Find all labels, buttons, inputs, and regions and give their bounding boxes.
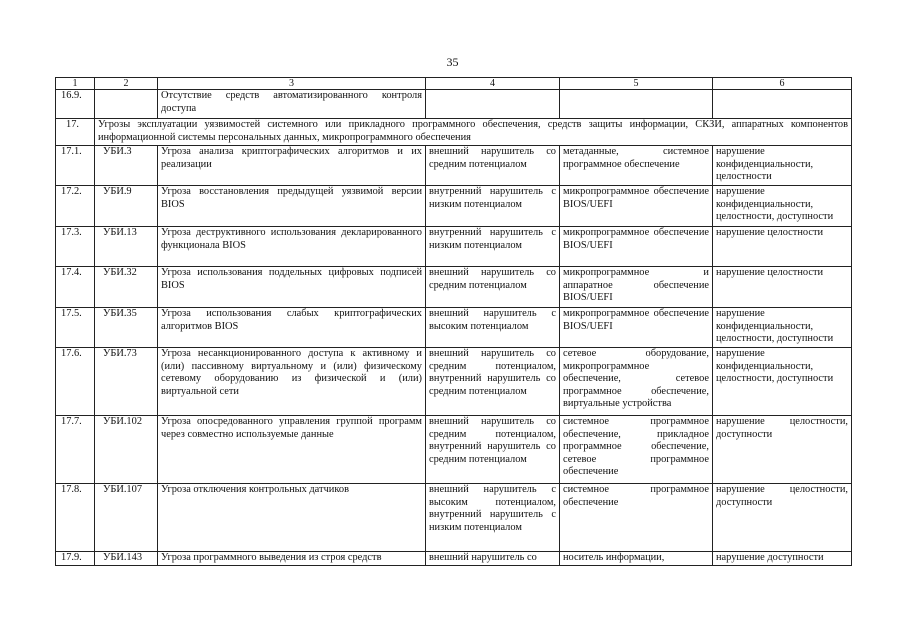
violator-type: внешний нарушитель с высоким потенциалом, внутренний нарушитель с низким потенциалом [426,484,560,552]
violator-type [426,90,560,119]
threats-table [55,77,852,566]
table-row [56,416,852,484]
threat-name: Угроза деструктивного использования декларированного функционала BIOS [158,227,426,267]
table-row [56,484,852,552]
column-number: 2 [95,78,158,90]
threat-code: УБИ.107 [95,484,158,552]
impact-object [560,90,713,119]
column-number: 4 [426,78,560,90]
violator-type: внешний нарушитель со средним потенциалом [426,146,560,186]
impact-object: системное программное обеспечение, прикладное программное обеспечение, сетевое программное обеспечение [560,416,713,484]
impact-object: микропрограммное обеспечение BIOS/UEFI [560,308,713,348]
table-row [56,186,852,227]
threat-name: Угроза восстановления предыдущей уязвимой версии BIOS [158,186,426,227]
impact-object: микропрограммное и аппаратное обеспечение BIOS/UEFI [560,267,713,308]
table-row [56,552,852,566]
violator-type: внешний нарушитель со средним потенциалом, внутренний нарушитель со средним потенциалом [426,416,560,484]
consequence: нарушение доступности [713,552,852,566]
consequence [713,90,852,119]
violator-type: внешний нарушитель со [426,552,560,566]
threat-code: УБИ.73 [95,348,158,416]
threat-code: УБИ.35 [95,308,158,348]
threat-code: УБИ.143 [95,552,158,566]
threat-name: Угроза несанкционированного доступа к активному и (или) пассивному виртуальному и (или) физическому сетевому оборудованию из физической и (или) виртуальной сети [158,348,426,416]
threat-name: Угроза опосредованного управления группой программ через совместно используемые данные [158,416,426,484]
row-number: 17.1. [56,146,95,186]
consequence: нарушение конфиденциальности, целостности, доступности [713,348,852,416]
row-number: 17.5. [56,308,95,348]
row-number: 17.8. [56,484,95,552]
threat-code: УБИ.3 [95,146,158,186]
consequence: нарушение целостности, доступности [713,484,852,552]
impact-object: микропрограммное обеспечение BIOS/UEFI [560,227,713,267]
table-row [56,348,852,416]
row-number: 16.9. [56,90,95,119]
column-number-row [56,78,852,90]
row-number: 17.3. [56,227,95,267]
threat-code [95,90,158,119]
threat-code: УБИ.13 [95,227,158,267]
page-number: 35 [446,55,459,69]
impact-object: сетевое оборудование, микропрограммное обеспечение, сетевое программное обеспечение, виртуальные устройства [560,348,713,416]
table-row [56,308,852,348]
impact-object: носитель информации, [560,552,713,566]
impact-object: метаданные, системное программное обеспечение [560,146,713,186]
consequence: нарушение конфиденциальности, целостности, доступности [713,308,852,348]
impact-object: микропрограммное обеспечение BIOS/UEFI [560,186,713,227]
violator-type: внутренний нарушитель с низким потенциалом [426,186,560,227]
consequence: нарушение целостности [713,227,852,267]
threat-code: УБИ.32 [95,267,158,308]
row-number: 17.6. [56,348,95,416]
consequence: нарушение целостности, доступности [713,416,852,484]
row-number: 17.4. [56,267,95,308]
table-row [56,267,852,308]
section-title: Угрозы эксплуатации уязвимостей системного или прикладного программного обеспечения, средств защиты информации, СКЗИ, аппаратных компонентов информационной системы персональных данных, микропрограммного обеспечения [95,119,852,146]
violator-type: внутренний нарушитель с низким потенциалом [426,227,560,267]
column-number: 5 [560,78,713,90]
row-number: 17.9. [56,552,95,566]
threat-name: Угроза отключения контрольных датчиков [158,484,426,552]
threat-name: Угроза использования поддельных цифровых подписей BIOS [158,267,426,308]
violator-type: внешний нарушитель со средним потенциалом, внутренний нарушитель со средним потенциалом [426,348,560,416]
table-row [56,146,852,186]
section-number: 17. [56,119,95,146]
threat-name: Угроза анализа криптографических алгоритмов и их реализации [158,146,426,186]
row-number: 17.2. [56,186,95,227]
table-row [56,227,852,267]
threat-name: Отсутствие средств автоматизированного контроля доступа [158,90,426,119]
table-row [56,90,852,119]
impact-object: системное программное обеспечение [560,484,713,552]
consequence: нарушение конфиденциальности, целостности [713,146,852,186]
threat-name: Угроза программного выведения из строя средств [158,552,426,566]
column-number: 3 [158,78,426,90]
threat-code: УБИ.102 [95,416,158,484]
row-number: 17.7. [56,416,95,484]
violator-type: внешний нарушитель со средним потенциалом [426,267,560,308]
section-row [56,119,852,146]
threat-code: УБИ.9 [95,186,158,227]
consequence: нарушение конфиденциальности, целостности, доступности [713,186,852,227]
consequence: нарушение целостности [713,267,852,308]
column-number: 6 [713,78,852,90]
threat-name: Угроза использования слабых криптографических алгоритмов BIOS [158,308,426,348]
violator-type: внешний нарушитель с высоким потенциалом [426,308,560,348]
column-number: 1 [56,78,95,90]
